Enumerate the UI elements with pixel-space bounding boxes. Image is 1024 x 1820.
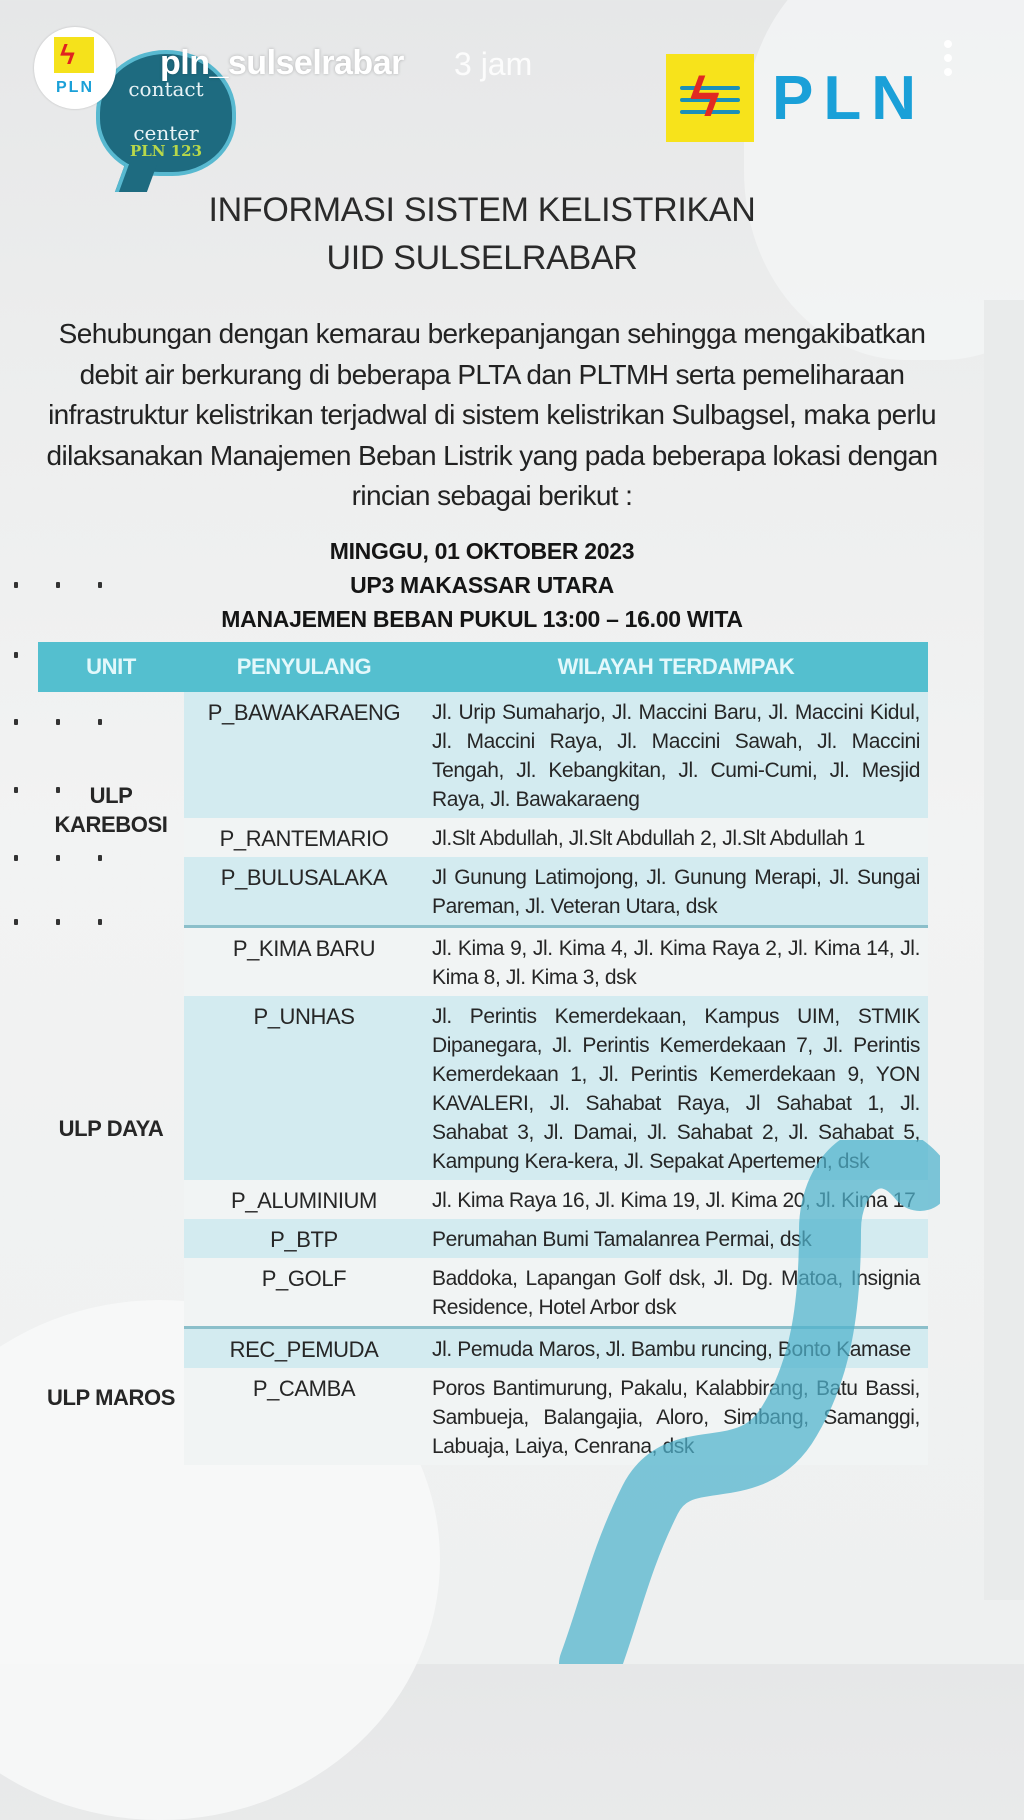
title-line1: INFORMASI SISTEM KELISTRIKAN bbox=[208, 191, 756, 229]
schedule-heading bbox=[0, 534, 964, 636]
cc-line3: PLN 123 bbox=[129, 142, 203, 160]
more-options-icon[interactable] bbox=[944, 40, 954, 82]
wilayah-cell: Jl. Kima 9, Jl. Kima 4, Jl. Kima Raya 2, Jl. Kima 14, Jl. Kima 8, Jl. Kima 3, dsk bbox=[424, 927, 928, 997]
wilayah-cell: Jl. Kima Raya 16, Jl. Kima 19, Jl. Kima 20, Jl. Kima 17 bbox=[424, 1180, 928, 1219]
schedule-date: MINGGU, 01 OKTOBER 2023 bbox=[329, 538, 635, 564]
table-row bbox=[38, 1328, 928, 1369]
wilayah-cell: Jl. Urip Sumaharjo, Jl. Maccini Baru, Jl. Maccini Kidul, Jl. Maccini Raya, Jl. Maccini Sawah, Jl. Maccini Tengah, Jl. Kebangkitan, Jl. Cumi-Cumi, Jl. Mesjid Raya, Jl. Bawakaraeng bbox=[424, 692, 928, 818]
page-title bbox=[0, 186, 964, 282]
lightning-bolt-icon: ϟ bbox=[690, 65, 720, 128]
pln-wordmark: PLN bbox=[772, 63, 926, 133]
wilayah-cell: Poros Bantimurung, Pakalu, Kalabbirang, Batu Bassi, Sambueja, Balangajia, Aloro, Simbang, Samanggi, Labuaja, Laiya, Cenrana, dsk bbox=[424, 1368, 928, 1465]
title-line2: UID SULSELRABAR bbox=[326, 239, 638, 277]
pln-logo bbox=[666, 54, 926, 142]
avatar[interactable] bbox=[34, 27, 116, 109]
load-management-table bbox=[38, 642, 928, 1465]
background-shape bbox=[984, 300, 1024, 1600]
penyulang-cell: P_RANTEMARIO bbox=[184, 818, 424, 857]
schedule-area: UP3 MAKASSAR UTARA bbox=[350, 572, 614, 598]
penyulang-cell: P_KIMA BARU bbox=[184, 927, 424, 997]
penyulang-cell: P_BAWAKARAENG bbox=[184, 692, 424, 818]
table-row bbox=[38, 927, 928, 997]
penyulang-cell: P_UNHAS bbox=[184, 996, 424, 1180]
unit-cell: ULP DAYA bbox=[58, 1115, 164, 1141]
lightning-bolt-icon: ϟ bbox=[60, 39, 75, 70]
wilayah-cell: Baddoka, Lapangan Golf dsk, Jl. Dg. Matoa, Insignia Residence, Hotel Arbor dsk bbox=[424, 1258, 928, 1328]
penyulang-cell: REC_PEMUDA bbox=[184, 1328, 424, 1369]
story-header bbox=[34, 28, 116, 108]
table-row bbox=[38, 692, 928, 818]
intro-paragraph: Sehubungan dengan kemarau berkepanjangan sehingga mengakibatkan debit air berkurang di beberapa PLTA dan PLTMH serta pemeliharaan infrastruktur kelistrikan terjadwal di sistem kelistrikan Sulbagsel, maka perlu dilaksanakan Manajemen Beban Listrik yang pada beberapa lokasi dengan rincian sebagai berikut : bbox=[46, 318, 938, 511]
wilayah-cell: Perumahan Bumi Tamalanrea Permai, dsk bbox=[424, 1219, 928, 1258]
penyulang-cell: P_CAMBA bbox=[184, 1368, 424, 1465]
penyulang-cell: P_GOLF bbox=[184, 1258, 424, 1328]
wilayah-cell: Jl Gunung Latimojong, Jl. Gunung Merapi, Jl. Sungai Pareman, Jl. Veteran Utara, dsk bbox=[424, 857, 928, 927]
post-time: 3 jam bbox=[454, 46, 533, 82]
header-penyulang: PENYULANG bbox=[184, 642, 424, 692]
unit-cell: ULP KAREBOSI bbox=[54, 783, 168, 838]
unit-cell: ULP MAROS bbox=[46, 1384, 175, 1410]
wilayah-cell: Jl.Slt Abdullah, Jl.Slt Abdullah 2, Jl.Slt Abdullah 1 bbox=[424, 818, 928, 857]
header-unit: UNIT bbox=[38, 642, 184, 692]
schedule-time: MANAJEMEN BEBAN PUKUL 13:00 – 16.00 WITA bbox=[221, 606, 743, 632]
decorative-dots bbox=[14, 575, 140, 593]
cc-line2: center bbox=[133, 121, 199, 145]
wilayah-cell: Jl. Pemuda Maros, Jl. Bambu runcing, Bonto Kamase bbox=[424, 1328, 928, 1369]
penyulang-cell: P_ALUMINIUM bbox=[184, 1180, 424, 1219]
penyulang-cell: P_BTP bbox=[184, 1219, 424, 1258]
cc-line1: contact bbox=[128, 77, 204, 101]
username-link[interactable]: pln_sulselrabar bbox=[160, 44, 404, 82]
pln-emblem-icon bbox=[666, 54, 754, 142]
wilayah-cell: Jl. Perintis Kemerdekaan, Kampus UIM, STMIK Dipanegara, Jl. Perintis Kemerdekaan 7, Jl. Perintis Kemerdekaan 1, Jl. Perintis Kemerdekaan 9, YON KAVALERI, Jl. Sahabat Raya, Jl Sahabat 1, Jl. Sahabat 3, Jl. Damai, Jl. Sahabat 2, Jl. Sahabat 5, Kampung Kera-kera, Jl. Sepakat Apertemen, dsk bbox=[424, 996, 928, 1180]
avatar-label: PLN bbox=[56, 79, 94, 96]
penyulang-cell: P_BULUSALAKA bbox=[184, 857, 424, 927]
header-wilayah: WILAYAH TERDAMPAK bbox=[424, 642, 928, 692]
table-header-row bbox=[38, 642, 928, 692]
